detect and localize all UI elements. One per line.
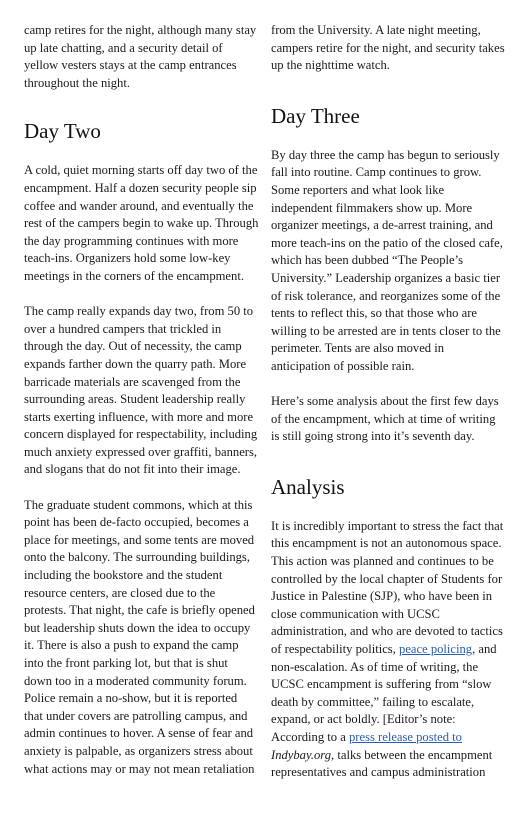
heading-day-two: Day Two <box>24 119 101 144</box>
analysis-text-part-2: , and non-escalation. As of time of writing, the UCSC encampment is suffering from “slow death by committee,” failing to escalate, expand, or act boldly. [Editor’s note: According to a <box>271 642 497 744</box>
analysis-text-part-1: It is incredibly important to stress the fact that this encampment is not an autonomous space. This action was planned and continues to be controlled by the local chapter of Students for Justice in Palestine (SJP), who have been in close communication with UCSC administration, and who are devoted to tactics of respectability politics, <box>271 518 504 657</box>
paragraph-night-continued: from the University. A late night meeting, campers retire for the night, and security takes up the nighttime watch. <box>271 23 505 73</box>
heading-analysis: Analysis <box>271 474 345 499</box>
paragraph-intro-continued: camp retires for the night, although many stay up late chatting, and a security detail of yellow vesters stays at the camp entrances throughout the night. <box>24 23 257 90</box>
paragraph-day-two-expansion: The camp really expands day two, from 50 to over a hundred campers that trickled in through the day. Out of necessity, the camp expands farther down the quarry path. More barricade materials are scavenged from the surrounding areas. Student leadership really starts exerting influence, with more and more concern displayed for respectability, including much anxiety expressed over graffiti, banners, and slogans that do not fit into their image. <box>24 304 258 477</box>
indybay-source: Indybay.org, <box>271 747 335 762</box>
analysis-text-part-4: talks between the encampment representatives and campus administration <box>271 747 493 780</box>
link-peace-policing[interactable]: peace policing <box>399 642 473 657</box>
paragraph-analysis-intro: Here’s some analysis about the first few days of the encampment, which at time of writing is still going strong into it’s seventh day. <box>271 394 499 444</box>
link-press-release[interactable]: press release posted to <box>349 730 462 744</box>
heading-day-three: Day Three <box>271 103 360 128</box>
right-column <box>271 22 506 799</box>
document-page <box>24 22 506 799</box>
paragraph-day-two-morning: A cold, quiet morning starts off day two of the encampment. Half a dozen security people sip coffee and wander around, and eventually the rest of the campers begin to wake up. Through the day programming continues with more teach-ins. Organizers hold some low-key meetings in the corners of the encampment. <box>24 163 259 283</box>
paragraph-day-three-routine: By day three the camp has begun to seriously fall into routine. Camp continues to grow. Some reporters and what look like independent filmmakers show up. More organizer meetings, a de-arrest training, and more teach-ins on the patio of the closed cafe, which has been dubbed “The People’s University.” Leadership organizes a basic tier of risk tolerance, and reorganizes some of the tents to reflect this, so that those who are willing to be arrested are in tents closer to the perimeter. Tents are also moved in anticipation of possible rain. <box>271 147 503 373</box>
paragraph-analysis <box>271 518 506 782</box>
left-column <box>24 22 259 799</box>
paragraph-day-two-commons: The graduate student commons, which at this point has been de-facto occupied, becomes a place for meetings, and some tents are moved onto the balcony. The surrounding buildings, including the bookstore and the student resource centers, are closed due to the protests. That night, the cafe is briefly opened but leadership shuts down the idea to occupy it. There is also a push to expand the camp into the front parking lot, but that is shut down too in a moderated community forum. Police remain a no-show, but it is reported that under covers are patrolling campus, and admin continues to hover. A sense of fear and anxiety is palpable, as organizers stress about what actions may or may not mean retaliation <box>24 497 255 776</box>
